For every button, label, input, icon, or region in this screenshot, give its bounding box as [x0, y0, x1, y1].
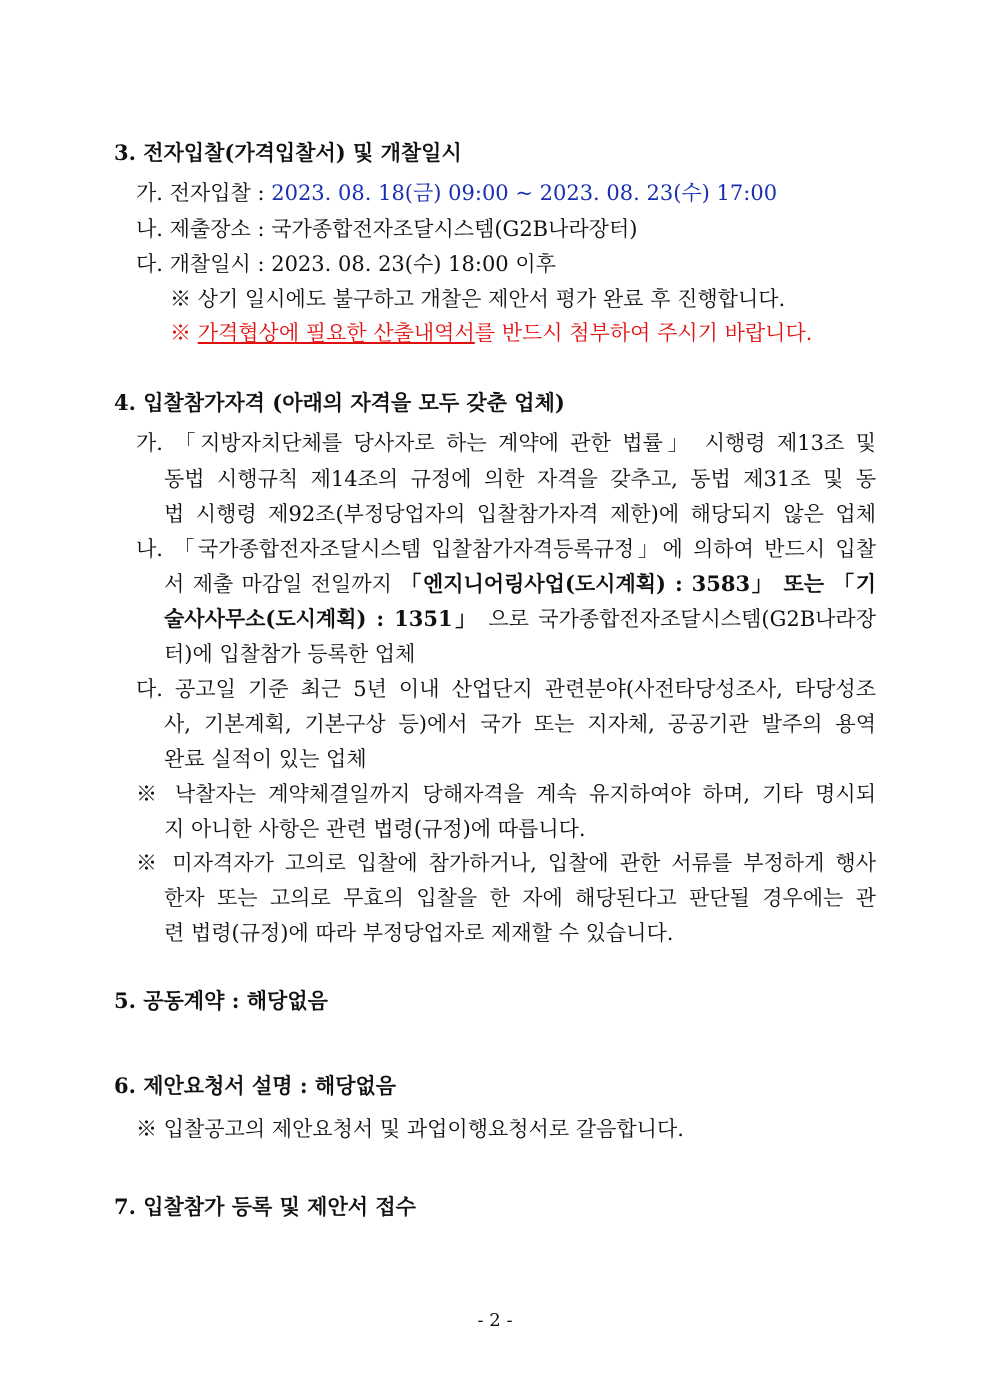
- s4-item-b-line-2: [164, 569, 876, 599]
- s4-item-c-line-1: 다. 공고일 기준 최근 5년 이내 산업단지 관련분야(사전타당성조사, 타당성조: [136, 677, 876, 701]
- section-4-heading: 4. 입찰참가자격 (아래의 자격을 모두 갖춘 업체): [114, 390, 565, 415]
- s4-item-b-line-2-pre: 서 제출 마감일 전일까지: [164, 572, 401, 596]
- s4-item-a-line-2: 동법 시행규칙 제14조의 규정에 의한 자격을 갖추고, 동법 제31조 및 동: [164, 467, 876, 491]
- section-6-heading: 6. 제안요청서 설명 : 해당없음: [114, 1073, 397, 1098]
- s3-item-b: 나. 제출장소 : 국가종합전자조달시스템(G2B나라장터): [136, 217, 638, 241]
- s6-note: ※ 입찰공고의 제안요청서 및 과업이행요청서로 갈음합니다.: [136, 1117, 684, 1141]
- s4-item-b-line-3-post: 으로 국가종합전자조달시스템(G2B나라장: [478, 607, 876, 631]
- s3-item-a-value: 2023. 08. 18(금) 09:00 ~ 2023. 08. 23(수) 17:00: [271, 181, 778, 205]
- page-number: - 2 -: [477, 1310, 513, 1331]
- s3-note-2-underlined: 가격협상에 필요한 산출내역서: [197, 321, 475, 345]
- s3-item-c: 다. 개찰일시 : 2023. 08. 23(수) 18:00 이후: [136, 252, 556, 276]
- s4-note-2-line-3: 련 법령(규정)에 따라 부정당업자로 제재할 수 있습니다.: [164, 921, 674, 945]
- s4-item-b-line-4: 터)에 입찰참가 등록한 업체: [164, 642, 416, 666]
- section-5-heading: 5. 공동계약 : 해당없음: [114, 988, 328, 1013]
- s3-item-a: [136, 178, 777, 208]
- s4-item-b-line-3-bold: 술사사무소(도시계획) : 1351」: [164, 606, 479, 631]
- s4-note-2-line-2: 한자 또는 고의로 무효의 입찰을 한 자에 해당된다고 판단될 경우에는 관: [164, 886, 876, 910]
- s4-item-a-line-1: 가. 「지방자치단체를 당사자로 하는 계약에 관한 법률」 시행령 제13조 및: [136, 431, 876, 455]
- section-3-heading: 3. 전자입찰(가격입찰서) 및 개찰일시: [114, 140, 462, 165]
- s3-note-2: [170, 318, 812, 348]
- s4-item-b-line-3: [164, 604, 876, 634]
- s3-item-a-label: 가. 전자입찰 :: [136, 181, 272, 205]
- s4-note-2-line-1: ※ 미자격자가 고의로 입찰에 참가하거나, 입찰에 관한 서류를 부정하게 행사: [136, 851, 876, 875]
- s3-note-1: ※ 상기 일시에도 불구하고 개찰은 제안서 평가 완료 후 진행합니다.: [170, 287, 786, 311]
- s4-item-b-line-2-bold: 「엔지니어링사업(도시계획) : 3583」 또는 「기: [400, 571, 876, 596]
- section-7-heading: 7. 입찰참가 등록 및 제안서 접수: [114, 1194, 416, 1219]
- s4-item-c-line-3: 완료 실적이 있는 업체: [164, 747, 367, 771]
- s4-item-b-line-1: 나. 「국가종합전자조달시스템 입찰참가자격등록규정」에 의하여 반드시 입찰: [136, 537, 876, 561]
- s4-item-c-line-2: 사, 기본계획, 기본구상 등)에서 국가 또는 지자체, 공공기관 발주의 용역: [164, 712, 876, 736]
- s3-note-2-prefix: ※: [170, 321, 198, 345]
- s3-note-2-suffix: 를 반드시 첨부하여 주시기 바랍니다.: [474, 321, 813, 345]
- s4-note-1-line-1: ※ 낙찰자는 계약체결일까지 당해자격을 계속 유지하여야 하며, 기타 명시되: [136, 782, 876, 806]
- s4-item-a-line-3: 법 시행령 제92조(부정당업자의 입찰참가자격 제한)에 해당되지 않은 업체: [164, 502, 876, 526]
- s4-note-1-line-2: 지 아니한 사항은 관련 법령(규정)에 따릅니다.: [164, 817, 586, 841]
